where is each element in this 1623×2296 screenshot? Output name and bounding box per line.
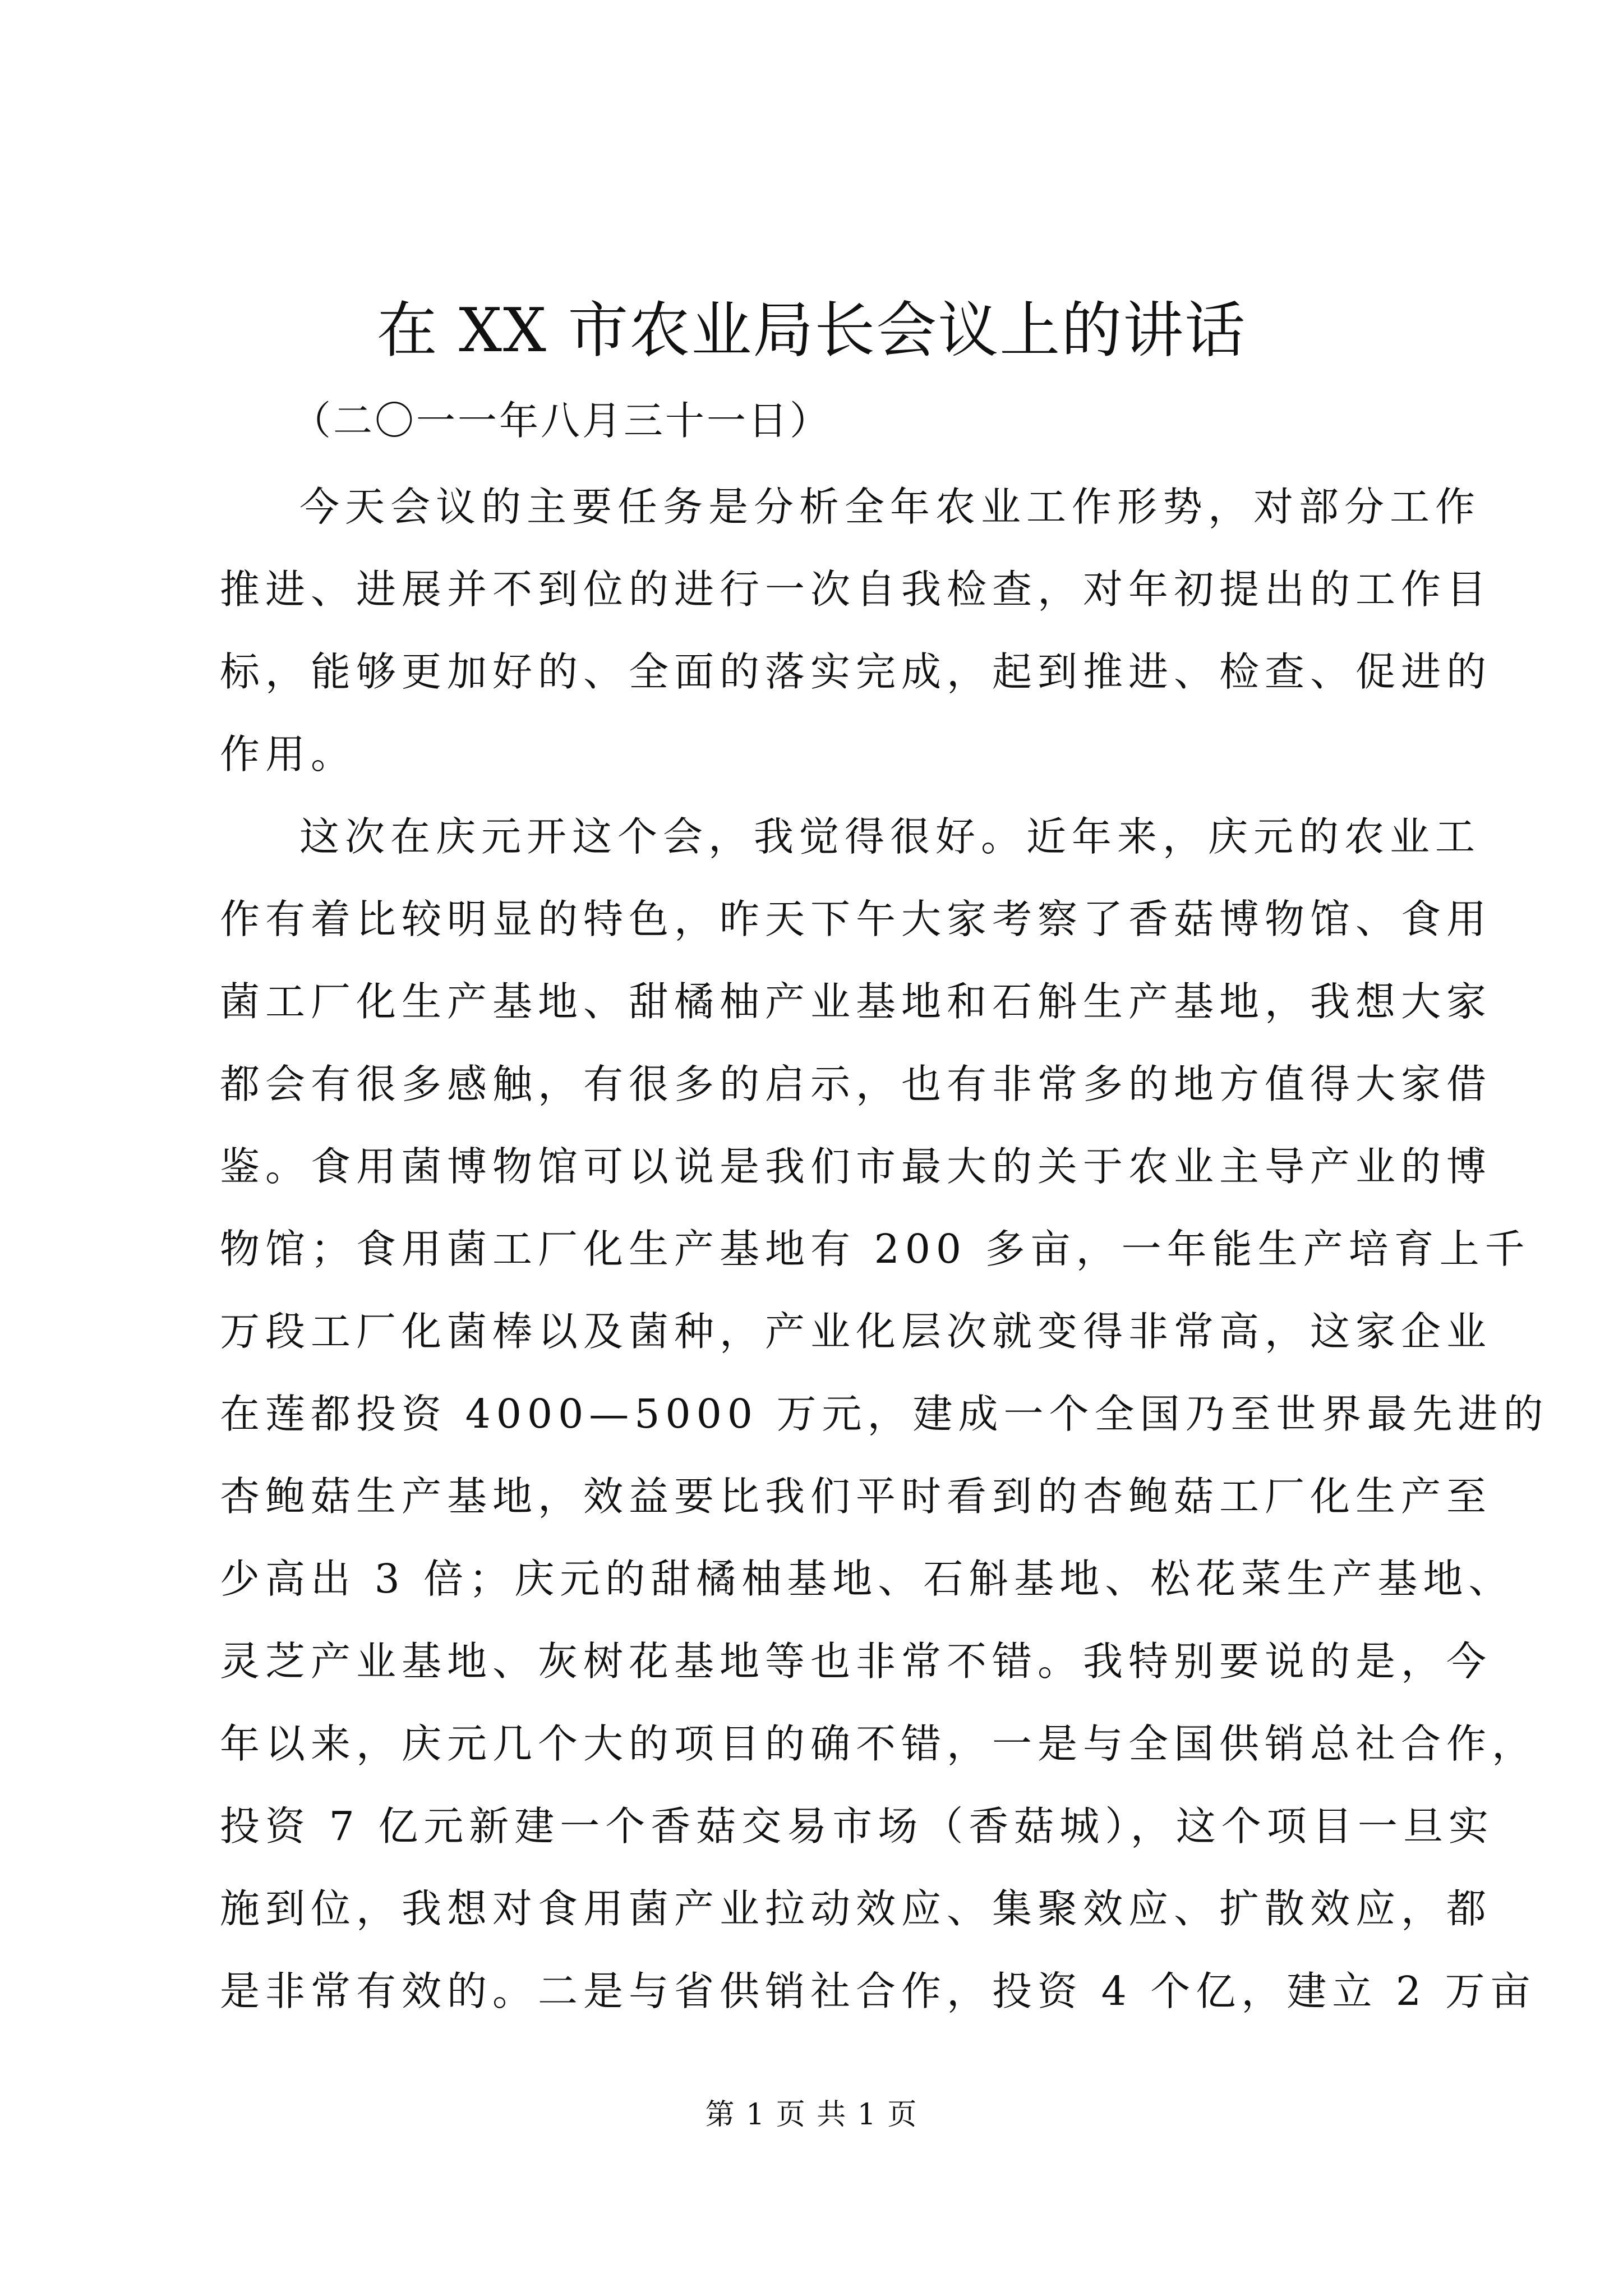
paragraph-2	[220, 795, 1549, 2032]
page-footer: 第 1 页 共 1 页	[705, 2098, 918, 2132]
paragraph-line: 菌工厂化生产基地、甜橘柚产业基地和石斛生产基地，我想大家	[220, 978, 1492, 1025]
paragraph-line: 这次在庆元开这个会，我觉得很好。近年来，庆元的农业工	[299, 813, 1481, 860]
speech-date: （二〇一一年八月三十一日）	[292, 398, 831, 444]
paragraph-line: 鉴。食用菌博物馆可以说是我们市最大的关于农业主导产业的博	[220, 1143, 1492, 1190]
document-title: 在 XX 市农业局长会议上的讲话	[376, 296, 1247, 366]
document-body	[220, 466, 1549, 2032]
paragraph-line: 投资 7 亿元新建一个香菇交易市场（香菇城），这个项目一旦实	[220, 1803, 1494, 1849]
paragraph-line: 作有着比较明显的特色，昨天下午大家考察了香菇博物馆、食用	[220, 896, 1492, 942]
paragraph-line: 物馆；食用菌工厂化生产基地有 200 多亩，一年能生产培育上千	[220, 1226, 1530, 1272]
paragraph-line: 标，能够更加好的、全面的落实完成，起到推进、检查、促进的	[220, 648, 1492, 695]
paragraph-line: 推进、进展并不到位的进行一次自我检查，对年初提出的工作目	[220, 566, 1492, 613]
paragraph-1	[220, 466, 1492, 795]
paragraph-line: 灵芝产业基地、灰树花基地等也非常不错。我特别要说的是，今	[220, 1638, 1492, 1685]
paragraph-line: 今天会议的主要任务是分析全年农业工作形势，对部分工作	[299, 484, 1481, 530]
paragraph-line: 都会有很多感触，有很多的启示，也有非常多的地方值得大家借	[220, 1061, 1492, 1107]
paragraph-line: 年以来，庆元几个大的项目的确不错，一是与全国供销总社合作，	[220, 1720, 1538, 1767]
paragraph-line: 作用。	[220, 731, 357, 777]
paragraph-line: 是非常有效的。二是与省供销社合作，投资 4 个亿，建立 2 万亩	[220, 1968, 1536, 2014]
paragraph-line: 施到位，我想对食用菌产业拉动效应、集聚效应、扩散效应，都	[220, 1885, 1492, 1932]
paragraph-line: 杏鲍菇生产基地，效益要比我们平时看到的杏鲍菇工厂化生产至	[220, 1473, 1492, 1520]
paragraph-line: 万段工厂化菌棒以及菌种，产业化层次就变得非常高，这家企业	[220, 1308, 1492, 1355]
paragraph-line: 少高出 3 倍；庆元的甜橘柚基地、石斛基地、松花菜生产基地、	[220, 1556, 1514, 1602]
paragraph-line: 在莲都投资 4000—5000 万元，建成一个全国乃至世界最先进的	[220, 1391, 1549, 1437]
